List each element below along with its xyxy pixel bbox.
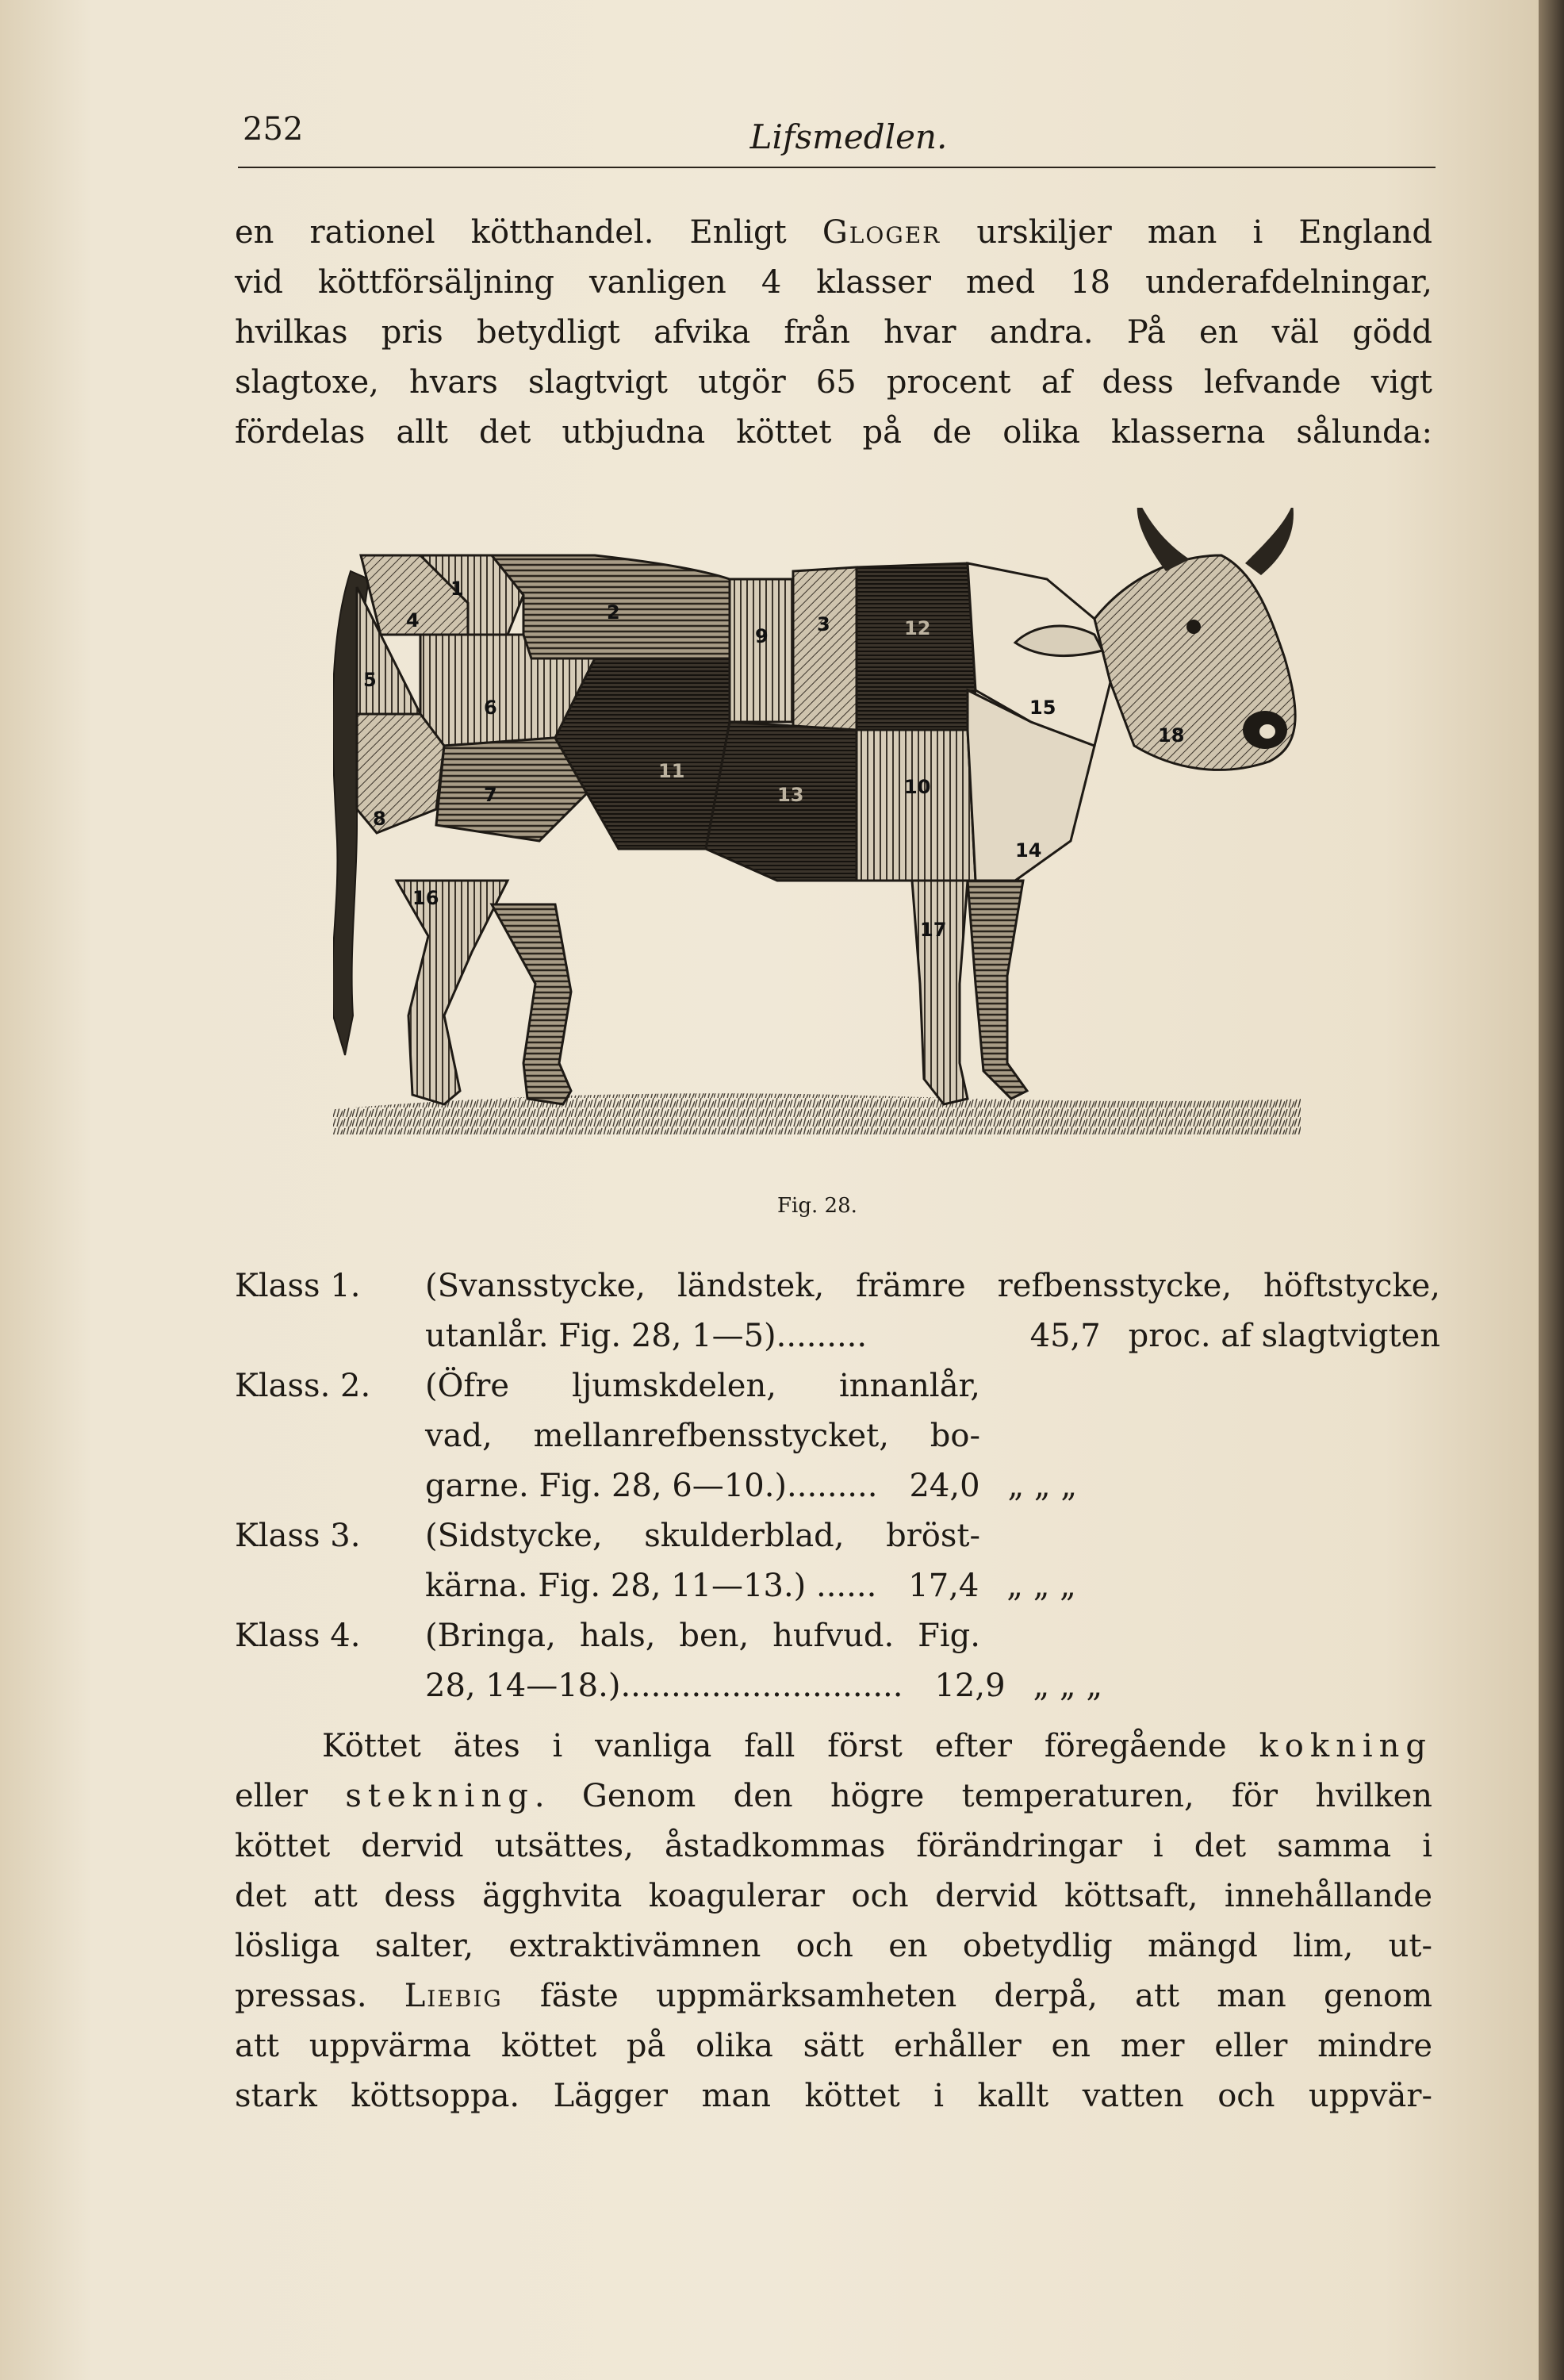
cut-12: 12 <box>904 617 931 639</box>
cut-6: 6 <box>484 697 497 719</box>
class-label: Klass. 2. <box>235 1368 371 1404</box>
cut-5: 5 <box>363 669 377 691</box>
class-3 <box>235 1511 1440 1611</box>
intro-line-5: fördelas allt det utbjudna köttet på de olika klasserna sålunda: <box>235 414 1432 451</box>
class-desc-line: vad, mellanrefbensstycket, bo- <box>425 1418 980 1454</box>
cut-3: 3 <box>817 613 830 635</box>
cut-7: 7 <box>484 784 497 806</box>
book-spine-edge <box>1539 0 1564 2380</box>
class-desc-last: kärna. Fig. 28, 11—13.) ...... <box>425 1568 877 1604</box>
class-desc-line: (Svansstycke, ländstek, främre refbensstycke, höftstycke, <box>425 1268 1440 1304</box>
intro-line-3: hvilkas pris betydligt afvika från hvar andra. På en väl gödd <box>235 314 1432 351</box>
class-desc-last: garne. Fig. 28, 6—10.)......... <box>425 1468 878 1504</box>
main-line-5: lösliga salter, extraktivämnen och en obetydlig mängd lim, ut- <box>235 1928 1432 1964</box>
intro-line-2: vid köttförsäljning vanligen 4 klasser med 18 underafdelningar, <box>235 264 1432 301</box>
class-unit: „ „ „ <box>1033 1668 1103 1704</box>
main-paragraph <box>235 1722 1432 2121</box>
class-label: Klass 1. <box>235 1268 361 1304</box>
cut-4: 4 <box>406 609 420 631</box>
cut-14: 14 <box>1015 839 1042 862</box>
main-line-4: det att dess ägghvita koagulerar och dervid köttsaft, innehållande <box>235 1878 1432 1914</box>
main-line-1: Köttet ätes i vanliga fall först efter föregående kokning <box>322 1728 1432 1764</box>
ox-cuts-figure <box>333 508 1317 1174</box>
class-1 <box>235 1261 1440 1361</box>
main-line-8: stark köttsoppa. Lägger man köttet i kallt vatten och uppvär- <box>235 2078 1432 2114</box>
page-number: 252 <box>243 111 304 148</box>
running-title: Lifsmedlen. <box>749 117 948 156</box>
cut-1: 1 <box>450 578 464 600</box>
classes-list <box>235 1261 1440 1711</box>
cut-2: 2 <box>607 601 620 624</box>
cut-11: 11 <box>658 760 685 782</box>
main-line-7: att uppvärma köttet på olika sätt erhåller en mer eller mindre <box>235 2028 1432 2064</box>
class-desc-last: utanlår. Fig. 28, 1—5)......... <box>425 1318 868 1354</box>
figure-caption: Fig. 28. <box>777 1194 857 1218</box>
cut-18: 18 <box>1158 724 1185 747</box>
cut-13: 13 <box>777 784 804 806</box>
class-label: Klass 4. <box>235 1618 361 1654</box>
author-liebig: Liebig <box>404 1978 503 2014</box>
emphasis-stekning: stekning <box>345 1778 535 1814</box>
cut-15: 15 <box>1029 697 1056 719</box>
running-head <box>238 111 1436 168</box>
author-gloger: Gloger <box>822 214 941 251</box>
class-value: 17,4 <box>908 1568 979 1604</box>
class-unit: proc. af slagtvigten <box>1128 1318 1440 1354</box>
class-4 <box>235 1611 1440 1711</box>
intro-paragraph <box>235 208 1432 458</box>
intro-line-4: slagtoxe, hvars slagtvigt utgör 65 procent af dess lefvande vigt <box>235 364 1432 401</box>
cut-10: 10 <box>904 776 931 798</box>
class-value: 45,7 <box>1029 1318 1101 1354</box>
main-line-3: köttet dervid utsättes, åstadkommas förändringar i det samma i <box>235 1828 1432 1864</box>
intro-line-1: en rationel kötthandel. Enligt Gloger urskiljer man i England <box>235 214 1432 251</box>
class-unit: „ „ „ <box>1006 1568 1076 1604</box>
class-desc-last: 28, 14—18.)............................ <box>425 1668 903 1704</box>
cut-8: 8 <box>373 808 386 830</box>
class-2 <box>235 1361 1440 1511</box>
class-value: 24,0 <box>909 1468 980 1504</box>
class-value: 12,9 <box>934 1668 1006 1704</box>
main-line-6: pressas. Liebig fäste uppmärksamheten derpå, att man genom <box>235 1978 1432 2014</box>
class-desc-line: (Bringa, hals, ben, hufvud. Fig. <box>425 1618 980 1654</box>
class-label: Klass 3. <box>235 1518 361 1554</box>
main-line-2: eller stekning. Genom den högre temperaturen, för hvilken <box>235 1778 1432 1814</box>
cut-16: 16 <box>412 887 439 909</box>
cut-17: 17 <box>920 919 947 941</box>
class-unit: „ „ „ <box>1007 1468 1078 1504</box>
class-desc-line: (Öfre ljumskdelen, innanlår, <box>425 1368 980 1404</box>
cut-9: 9 <box>755 625 769 647</box>
class-desc-line: (Sidstycke, skulderblad, bröst- <box>425 1518 980 1554</box>
emphasis-kokning: kokning <box>1259 1728 1432 1764</box>
